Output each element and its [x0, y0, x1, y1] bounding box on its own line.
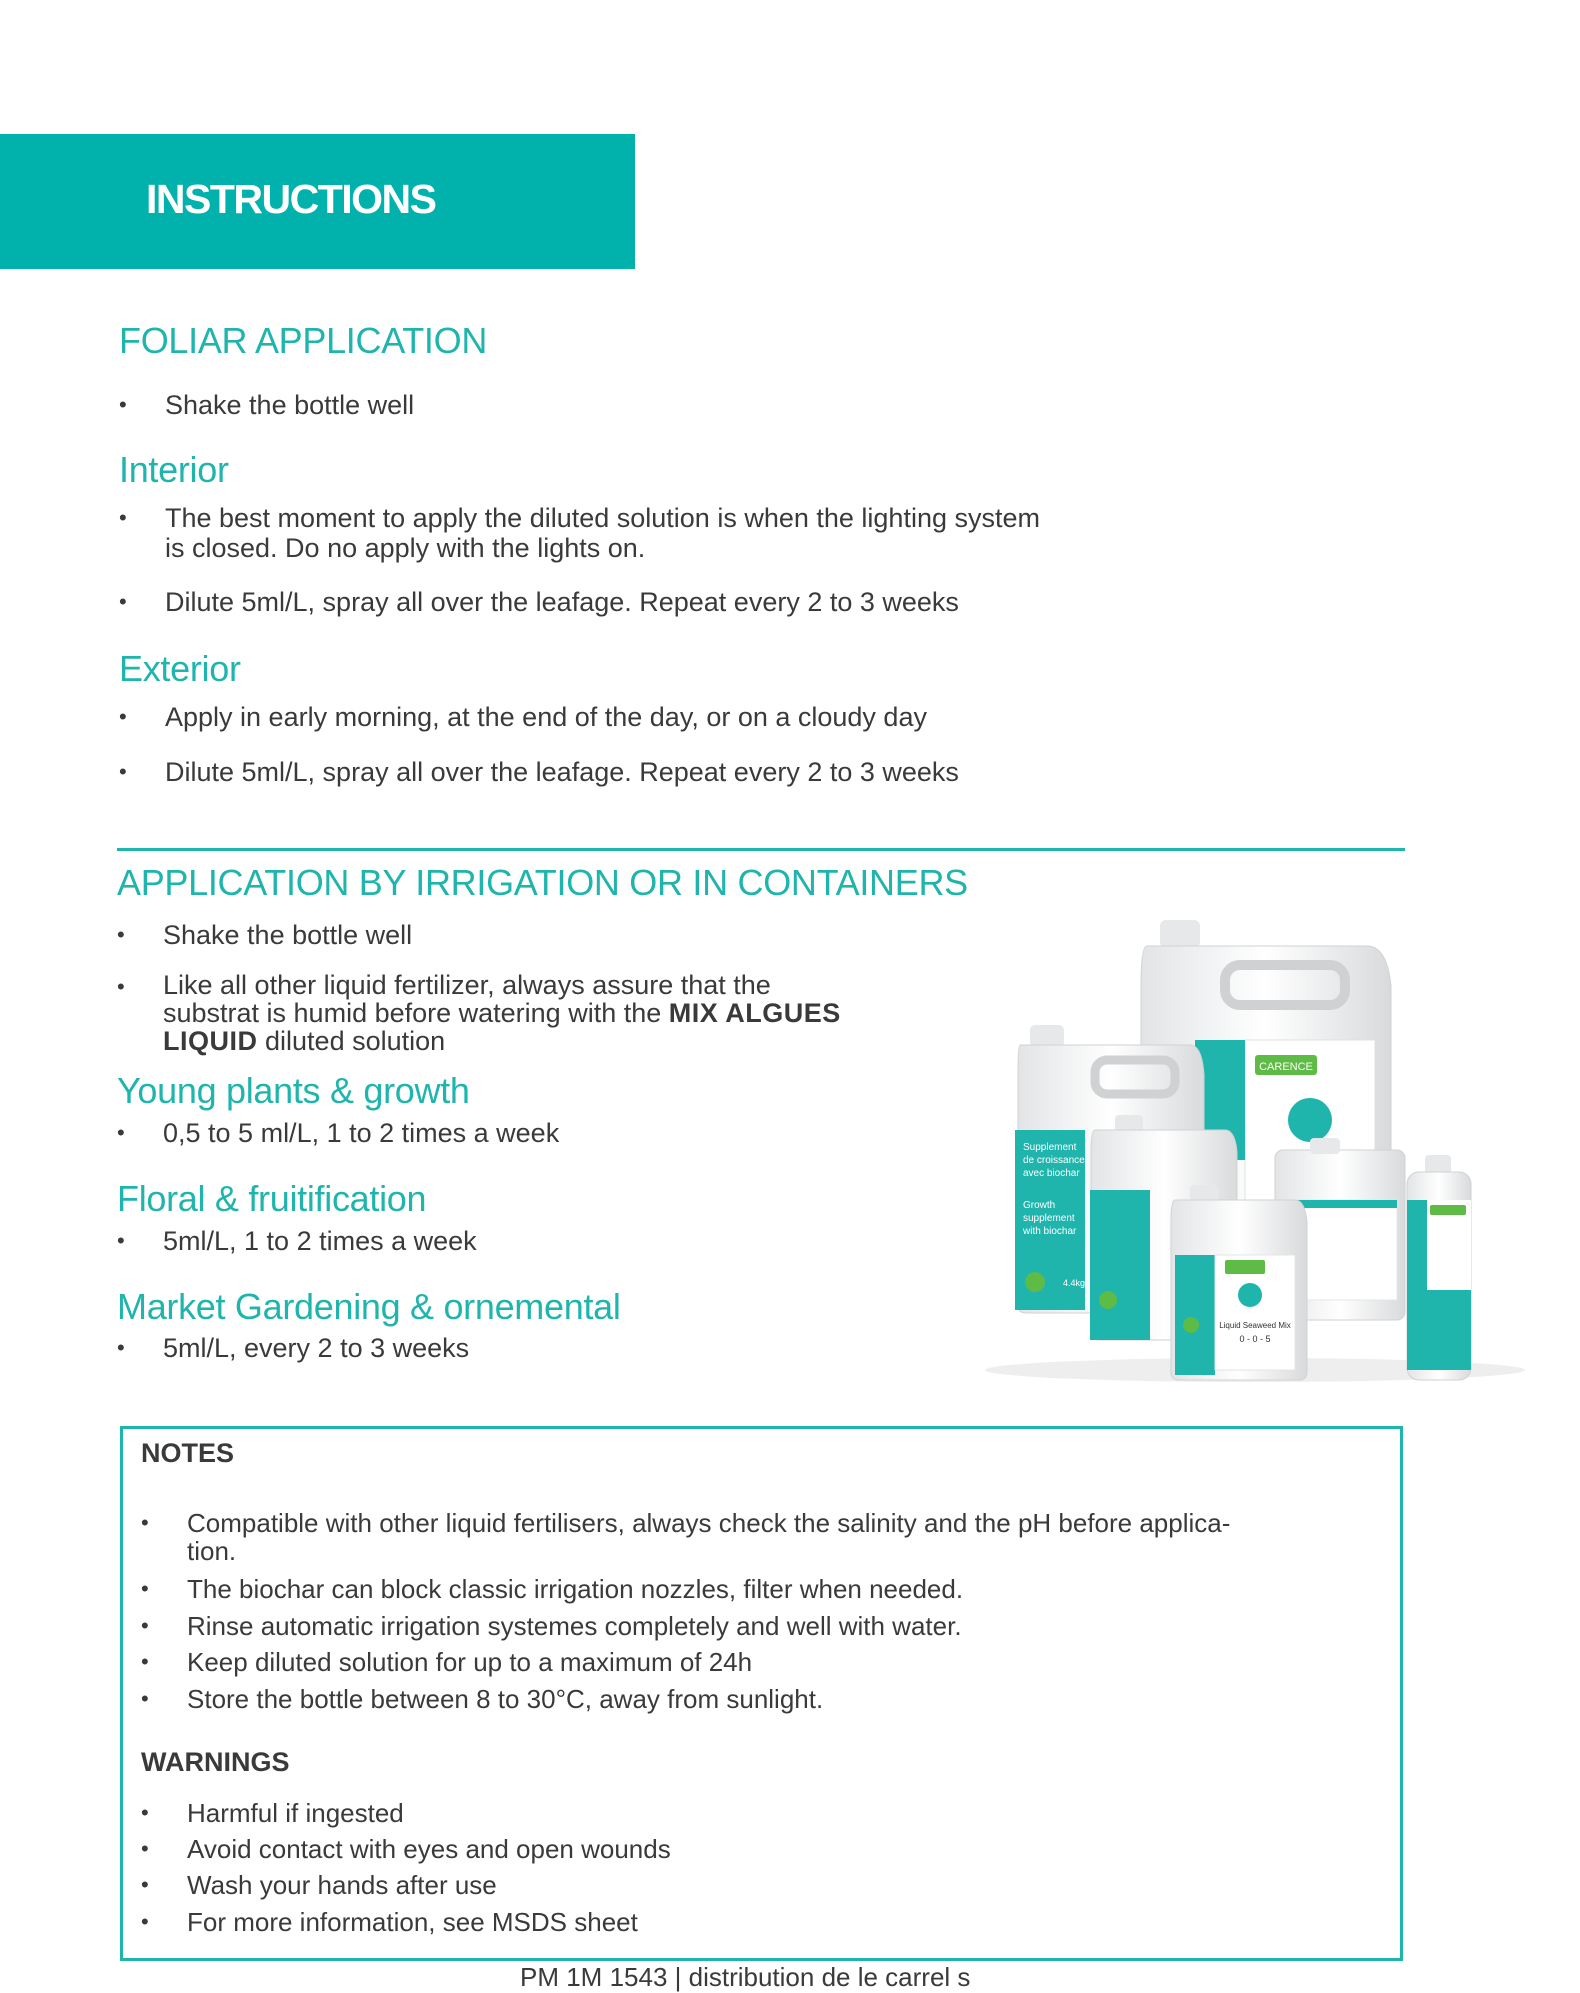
svg-text:0 - 0 - 5: 0 - 0 - 5 — [1239, 1334, 1271, 1344]
svg-text:with biochar: with biochar — [1023, 1226, 1077, 1237]
section-divider — [117, 848, 1405, 851]
bullet-dot: • — [119, 704, 127, 729]
svg-text:4.4kg: 4.4kg — [1063, 1278, 1086, 1288]
svg-text:Liquid Seaweed Mix: Liquid Seaweed Mix — [1219, 1321, 1291, 1330]
foliar-heading: FOLIAR APPLICATION — [119, 320, 488, 361]
front-jug — [1171, 1185, 1307, 1380]
bullet-dot: • — [141, 1649, 149, 1674]
bullet-dot: • — [117, 922, 125, 947]
banner-title: INSTRUCTIONS — [146, 176, 436, 222]
bullet-dot: • — [141, 1872, 149, 1897]
bullet-dot: • — [141, 1686, 149, 1711]
seaweed-icon — [1288, 1098, 1332, 1142]
bullet-dot: • — [141, 1909, 149, 1934]
svg-text:Growth: Growth — [1023, 1200, 1056, 1211]
svg-text:Supplement: Supplement — [1023, 1142, 1077, 1153]
market-heading: Market Gardening & ornemental — [117, 1286, 621, 1327]
young-plants-heading: Young plants & growth — [117, 1070, 470, 1111]
bullet-dot: • — [141, 1800, 149, 1825]
bullet-dot: • — [141, 1836, 149, 1861]
svg-text:de croissance: de croissance — [1023, 1155, 1085, 1166]
bullet-dot: • — [141, 1576, 149, 1601]
svg-text:supplement: supplement — [1023, 1213, 1075, 1224]
bullet-dot: • — [119, 589, 127, 614]
bullet-dot: • — [117, 1120, 125, 1145]
list-item: • Like all other liquid fertilizer, always assure that the substrat is humid before watering with the MIX ALGUES LIQUID diluted solution — [117, 970, 841, 1056]
bullet-dot: • — [119, 505, 127, 530]
warnings-heading: WARNINGS — [141, 1747, 290, 1777]
interior-heading: Interior — [119, 449, 229, 490]
svg-text:CARENCE: CARENCE — [1259, 1061, 1313, 1073]
list-item: • Compatible with other liquid fertilisers, always check the salinity and the pH before applica- tion. — [141, 1508, 1231, 1566]
footer-text: PM 1M 1543 | distribution de le carrel s — [520, 1962, 971, 1992]
bullet-dot: • — [119, 392, 127, 417]
list-item: • The best moment to apply the diluted solution is when the lighting system is closed. Do no apply with the lights on. — [119, 503, 1040, 563]
bullet-dot: • — [119, 759, 127, 784]
product-bottles-image — [975, 910, 1535, 1390]
notes-heading: NOTES — [141, 1438, 235, 1468]
bullet-dot: • — [117, 974, 125, 999]
exterior-heading: Exterior — [119, 648, 241, 689]
bullet-dot: • — [141, 1510, 149, 1535]
bullet-dot: • — [117, 1228, 125, 1253]
floral-heading: Floral & fruitification — [117, 1178, 427, 1219]
bullet-dot: • — [117, 1335, 125, 1360]
slim-bottle — [1407, 1155, 1471, 1380]
svg-text:avec biochar: avec biochar — [1023, 1168, 1080, 1179]
bullet-dot: • — [141, 1613, 149, 1638]
irrigation-heading: APPLICATION BY IRRIGATION OR IN CONTAINERS — [117, 862, 968, 903]
